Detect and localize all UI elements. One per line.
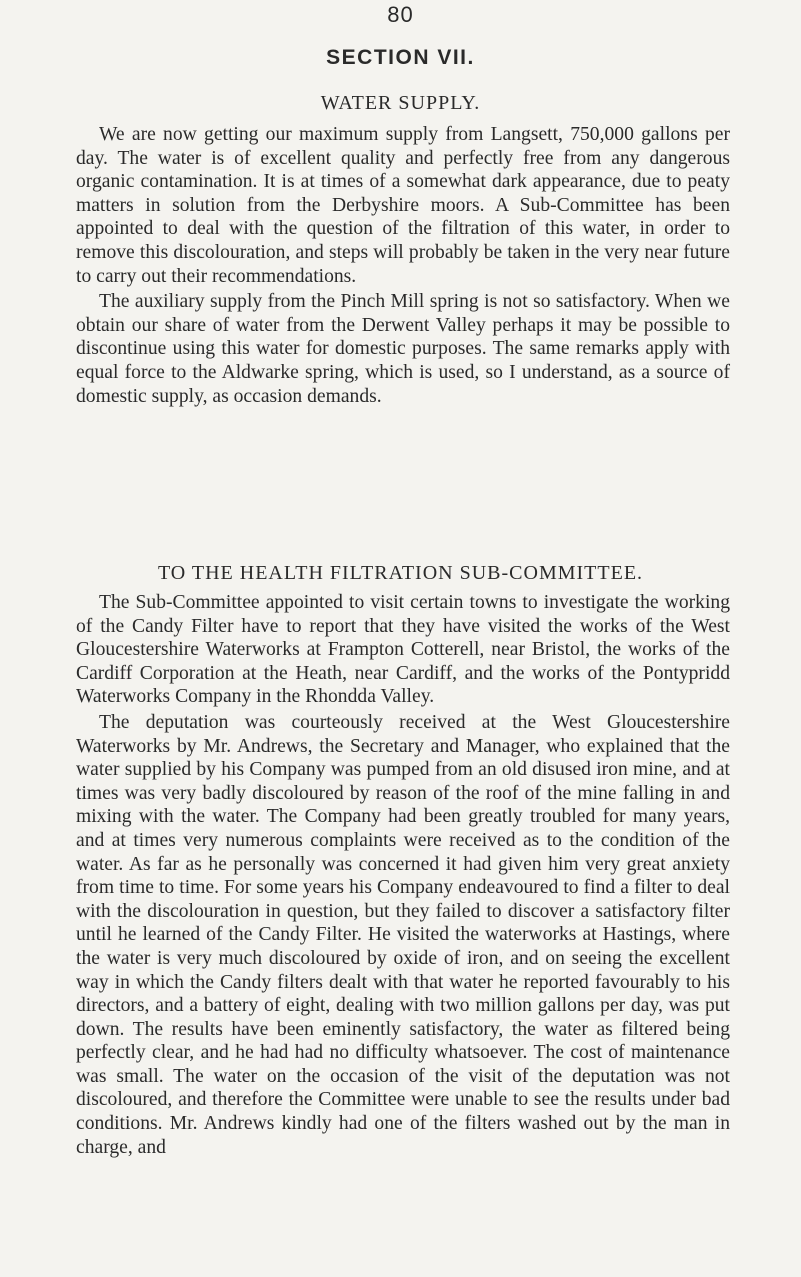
section-heading: SECTION VII. <box>326 46 475 69</box>
water-supply-heading: WATER SUPPLY. <box>320 92 481 114</box>
water-supply-body <box>76 123 730 410</box>
paragraph: The Sub-Committee appointed to visit certain towns to investigate the working of the Candy Filter have to report that they have visited the works of the West Gloucestershire Waterworks at Frampton Cotterell, near Bristol, the works of the Cardiff Corporation at the Heath, near Cardiff, and the works of the Pontypridd Waterworks Company in the Rhondda Valley. <box>76 592 730 708</box>
paragraph: The deputation was courteously received at the West Gloucestershire Waterworks by Mr. Andrews, the Secretary and Manager, who explained that the water supplied by his Company was pumped from an old disused iron mine, and at times was very badly discoloured by reason of the roof of the mine falling in and mixing with the water. The Company had been greatly troubled for many years, and at times very numerous complaints were received as to the condition of the water. As far as he personally was concerned it had given him very great anxiety from time to time. For some years his Company endeavoured to find a filter to deal with the discolouration in question, but they failed to discover a satisfactory filter until he learned of the Candy Filter. He visited the waterworks at Hastings, where the water is very much discoloured by oxide of iron, and on seeing the excellent way in which the Candy filters dealt with that water he reported favourably to his directors, and a battery of eight, dealing with two million gallons per day, was put down. The results have been eminently satisfactory, the water as filtered being perfectly clear, and he had had no difficulty whatsoever. The cost of maintenance was small. The water on the occasion of the visit of the deputation was not discoloured, and therefore the Committee were unable to see the results under bad conditions. Mr. Andrews kindly had one of the filters washed out by the man in charge, and <box>76 711 730 1158</box>
paragraph: We are now getting our maximum supply from Langsett, 750,000 gallons per day. The water is of excellent quality and perfectly free from any dangerous organic contamination. It is at times of a somewhat dark appearance, due to peaty matters in solution from the Derbyshire moors. A Sub-Committee has been appointed to deal with the question of the filtration of this water, in order to remove this discolouration, and steps will probably be taken in the very near future to carry out their recommendations. <box>76 124 730 287</box>
page-number: 80 <box>387 2 414 27</box>
filtration-report-heading: TO THE HEALTH FILTRATION SUB-COMMITTEE. <box>157 562 644 584</box>
paragraph: The auxiliary supply from the Pinch Mill spring is not so satisfactory. When we obtain our share of water from the Derwent Valley perhaps it may be possible to discontinue using this water for domestic purposes. The same remarks apply with equal force to the Aldwarke spring, which is used, so I understand, as a source of domestic supply, as occasion demands. <box>76 291 730 407</box>
filtration-report-body <box>76 591 730 1161</box>
